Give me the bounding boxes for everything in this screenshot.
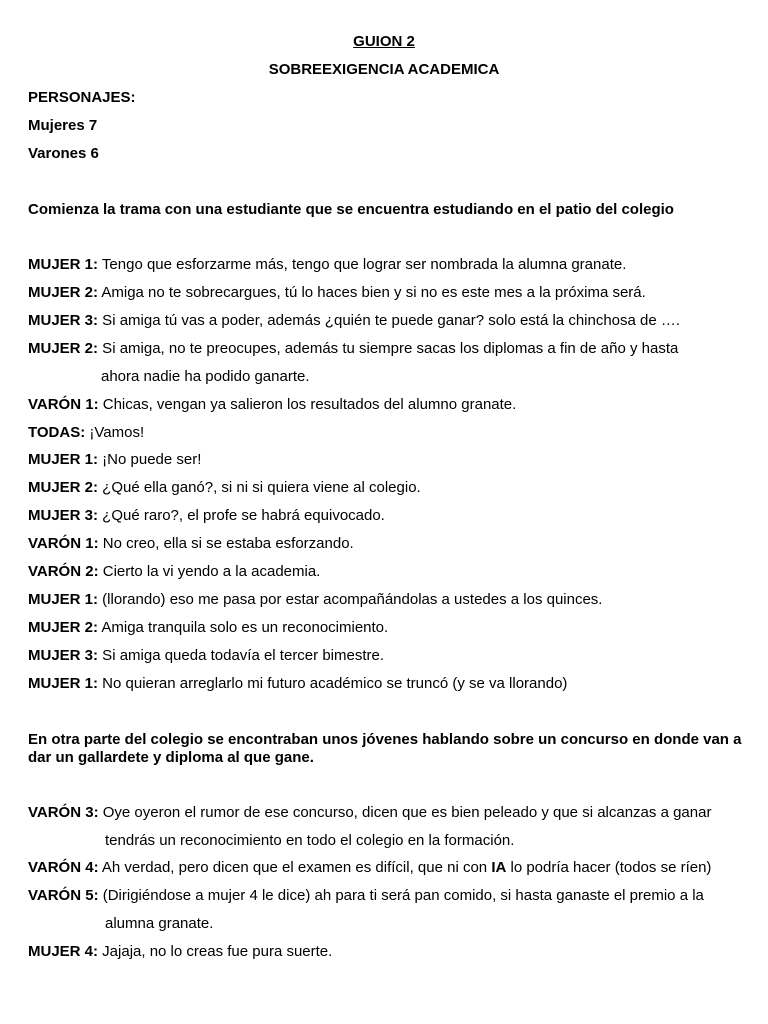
dialogue-continuation: alumna granate. — [105, 915, 214, 932]
dialogue-text: Amiga no te sobrecargues, tú lo haces bien y si no es este mes a la próxima será. — [98, 284, 646, 301]
dialogue-line — [28, 340, 748, 358]
dialogue-line — [28, 675, 748, 693]
dialogue-text: Si amiga tú vas a poder, además ¿quién te puede ganar? solo está la chinchosa de …. — [98, 312, 681, 329]
dialogue-text: ¿Qué raro?, el profe se habrá equivocado. — [98, 507, 385, 524]
dialogue-text: Si amiga, no te preocupes, además tu siempre sacas los diplomas a fin de año y hasta — [98, 340, 679, 357]
dialogue-line — [28, 619, 748, 637]
dialogue-continuation: ahora nadie ha podido ganarte. — [101, 368, 310, 385]
dialogue-line — [28, 284, 748, 302]
speaker-name: VARÓN 4: — [28, 859, 99, 876]
dialogue-text: Cierto la vi yendo a la academia. — [98, 563, 321, 580]
dialogue-line — [28, 256, 748, 274]
document-title: GUION 2 — [353, 33, 415, 50]
dialogue-text: (llorando) eso me pasa por estar acompañándolas a ustedes a los quinces. — [98, 591, 603, 608]
dialogue-text: Chicas, vengan ya salieron los resultados del alumno granate. — [98, 396, 517, 413]
dialogue-text: Tengo que esforzarme más, tengo que lograr ser nombrada la alumna granate. — [98, 256, 627, 273]
speaker-name: MUJER 1: — [28, 591, 99, 608]
dialogue-line — [28, 591, 748, 609]
document-subtitle: SOBREEXIGENCIA ACADEMICA — [268, 61, 500, 78]
speaker-name: MUJER 1: — [28, 675, 99, 692]
speaker-name: MUJER 2: — [28, 340, 99, 357]
dialogue-text: No creo, ella si se estaba esforzando. — [98, 535, 354, 552]
dialogue-text: No quieran arreglarlo mi futuro académico se truncó (y se va llorando) — [98, 675, 568, 692]
dialogue-text: Amiga tranquila solo es un reconocimiento. — [98, 619, 389, 636]
speaker-name: VARÓN 1: — [28, 396, 99, 413]
dialogue-text: ¿Qué ella ganó?, si ni si quiera viene al colegio. — [98, 479, 421, 496]
dialogue-line — [28, 424, 748, 442]
dialogue-line — [28, 859, 748, 877]
speaker-name: MUJER 3: — [28, 647, 99, 664]
speaker-name: MUJER 2: — [28, 284, 99, 301]
speaker-name: MUJER 2: — [28, 479, 99, 496]
dialogue-line — [28, 396, 748, 414]
speaker-name: TODAS: — [28, 424, 86, 441]
cast-heading: PERSONAJES: — [28, 89, 136, 106]
dialogue-line — [28, 943, 748, 961]
speaker-name: VARÓN 2: — [28, 563, 99, 580]
dialogue-text: ¡Vamos! — [85, 424, 145, 441]
cast-women-count: Mujeres 7 — [28, 117, 98, 134]
speaker-name: MUJER 1: — [28, 256, 99, 273]
dialogue-text: Si amiga queda todavía el tercer bimestre. — [98, 647, 384, 664]
dialogue-line — [28, 451, 748, 469]
speaker-name: VARÓN 1: — [28, 535, 99, 552]
speaker-name: VARÓN 5: — [28, 887, 99, 904]
speaker-name: MUJER 1: — [28, 451, 99, 468]
dialogue-text: lo podría hacer (todos se ríen) — [506, 859, 712, 876]
dialogue-text: (Dirigiéndose a mujer 4 le dice) ah para ti será pan comido, si hasta ganaste el premio a la — [98, 887, 704, 904]
dialogue-text: Oye oyeron el rumor de ese concurso, dicen que es bien peleado y que si alcanzas a ganar — [98, 804, 712, 821]
dialogue-line — [28, 647, 748, 665]
dialogue-emphasis: IA — [491, 859, 507, 876]
speaker-name: MUJER 2: — [28, 619, 99, 636]
dialogue-line — [28, 535, 748, 553]
dialogue-line — [28, 563, 748, 581]
dialogue-continuation: tendrás un reconocimiento en todo el colegio en la formación. — [105, 832, 515, 849]
scene1-direction: Comienza la trama con una estudiante que se encuentra estudiando en el patio del colegio — [28, 201, 674, 218]
dialogue-line — [28, 804, 748, 822]
dialogue-line — [28, 887, 748, 905]
speaker-name: MUJER 3: — [28, 312, 99, 329]
speaker-name: VARÓN 3: — [28, 804, 99, 821]
dialogue-line — [28, 312, 748, 330]
cast-men-count: Varones 6 — [28, 145, 99, 162]
dialogue-text: Jajaja, no lo creas fue pura suerte. — [98, 943, 333, 960]
speaker-name: MUJER 3: — [28, 507, 99, 524]
dialogue-line — [28, 479, 748, 497]
scene2-direction: En otra parte del colegio se encontraban unos jóvenes hablando sobre un concurso en donde van a dar un gallardete y diploma al que gane. — [28, 731, 742, 766]
dialogue-text: Ah verdad, pero dicen que el examen es difícil, que ni con — [98, 859, 492, 876]
dialogue-line — [28, 507, 748, 525]
dialogue-text: ¡No puede ser! — [98, 451, 202, 468]
speaker-name: MUJER 4: — [28, 943, 99, 960]
